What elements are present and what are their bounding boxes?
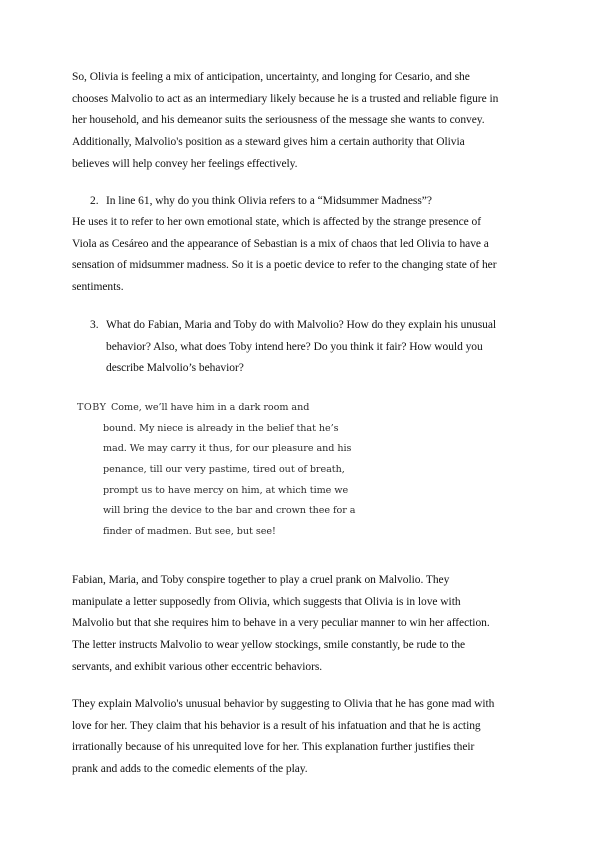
question-number: 2. bbox=[90, 195, 99, 207]
text-line: believes will help convey her feelings effectively. bbox=[72, 157, 298, 170]
text-line: Malvolio but that she requires him to behave in a very peculiar manner to win her affection. bbox=[72, 617, 490, 630]
text-line: her household, and his demeanor suits the seriousness of the message she wants to convey. bbox=[72, 114, 485, 127]
text-line: chooses Malvolio to act as an intermediary likely because he is a trusted and reliable figure in bbox=[72, 92, 499, 105]
excerpt-line: will bring the device to the bar and crown thee for a bbox=[103, 505, 356, 517]
question-text: In line 61, why do you think Olivia refers to a “Midsummer Madness”? bbox=[106, 195, 432, 207]
text-line: So, Olivia is feeling a mix of anticipation, uncertainty, and longing for Cesario, and she bbox=[72, 71, 470, 83]
text-line: The letter instructs Malvolio to wear yellow stockings, smile constantly, be rude to the bbox=[72, 639, 466, 652]
excerpt-line: prompt us to have mercy on him, at which time we bbox=[103, 484, 349, 496]
text-line: sensation of midsummer madness. So it is a poetic device to refer to the changing state of her bbox=[72, 259, 497, 272]
text-line: irrationally because of his unrequited love for her. This explanation further justifies their bbox=[72, 741, 475, 754]
text-line: behavior? Also, what does Toby intend here? Do you think it fair? How would you bbox=[106, 340, 483, 353]
text-line: What do Fabian, Maria and Toby do with Malvolio? How do they explain his unusual bbox=[106, 319, 497, 331]
excerpt-first-line bbox=[77, 398, 367, 419]
answer-paragraph-explanation bbox=[72, 694, 532, 781]
text-line: Fabian, Maria, and Toby conspire together to play a cruel prank on Malvolio. They bbox=[72, 574, 450, 586]
text-line: sentiments. bbox=[72, 281, 124, 294]
excerpt-line: Come, we’ll have him in a dark room and bbox=[111, 402, 310, 413]
question-number: 3. bbox=[90, 319, 99, 331]
text-line: They explain Malvolio's unusual behavior by suggesting to Olivia that he has gone mad with bbox=[72, 698, 495, 710]
text-line: He uses it to refer to her own emotional state, which is affected by the strange presence of bbox=[72, 216, 482, 228]
question-text bbox=[106, 315, 496, 380]
text-line: servants, and exhibit various other eccentric behaviors. bbox=[72, 660, 323, 673]
excerpt-line: penance, till our very pastime, tired out of breath, bbox=[103, 464, 345, 476]
answer-paragraph-midsummer-madness bbox=[72, 212, 532, 299]
text-line: describe Malvolio’s behavior? bbox=[106, 362, 244, 375]
speaker-name: TOBY bbox=[77, 402, 107, 413]
text-line: Additionally, Malvolio's position as a steward gives him a certain authority that Olivia bbox=[72, 136, 465, 149]
answer-paragraph-prank bbox=[72, 570, 532, 678]
text-line: manipulate a letter supposedly from Olivia, which suggests that Olivia is in love with bbox=[72, 595, 461, 608]
text-line: prank and adds to the comedic elements of the play. bbox=[72, 763, 308, 776]
text-line: love for her. They claim that his behavior is a result of his infatuation and that he is acting bbox=[72, 719, 481, 732]
answer-paragraph-olivia-malvolio bbox=[72, 67, 532, 175]
excerpt-line: mad. We may carry it thus, for our pleasure and his bbox=[103, 443, 352, 455]
play-excerpt-image bbox=[77, 398, 367, 543]
excerpt-line: bound. My niece is already in the belief that he’s bbox=[103, 422, 339, 434]
text-line: Viola as Cesáreo and the appearance of Sebastian is a mix of chaos that led Olivia to have a bbox=[72, 237, 489, 250]
excerpt-line: finder of madmen. But see, but see! bbox=[103, 526, 276, 538]
